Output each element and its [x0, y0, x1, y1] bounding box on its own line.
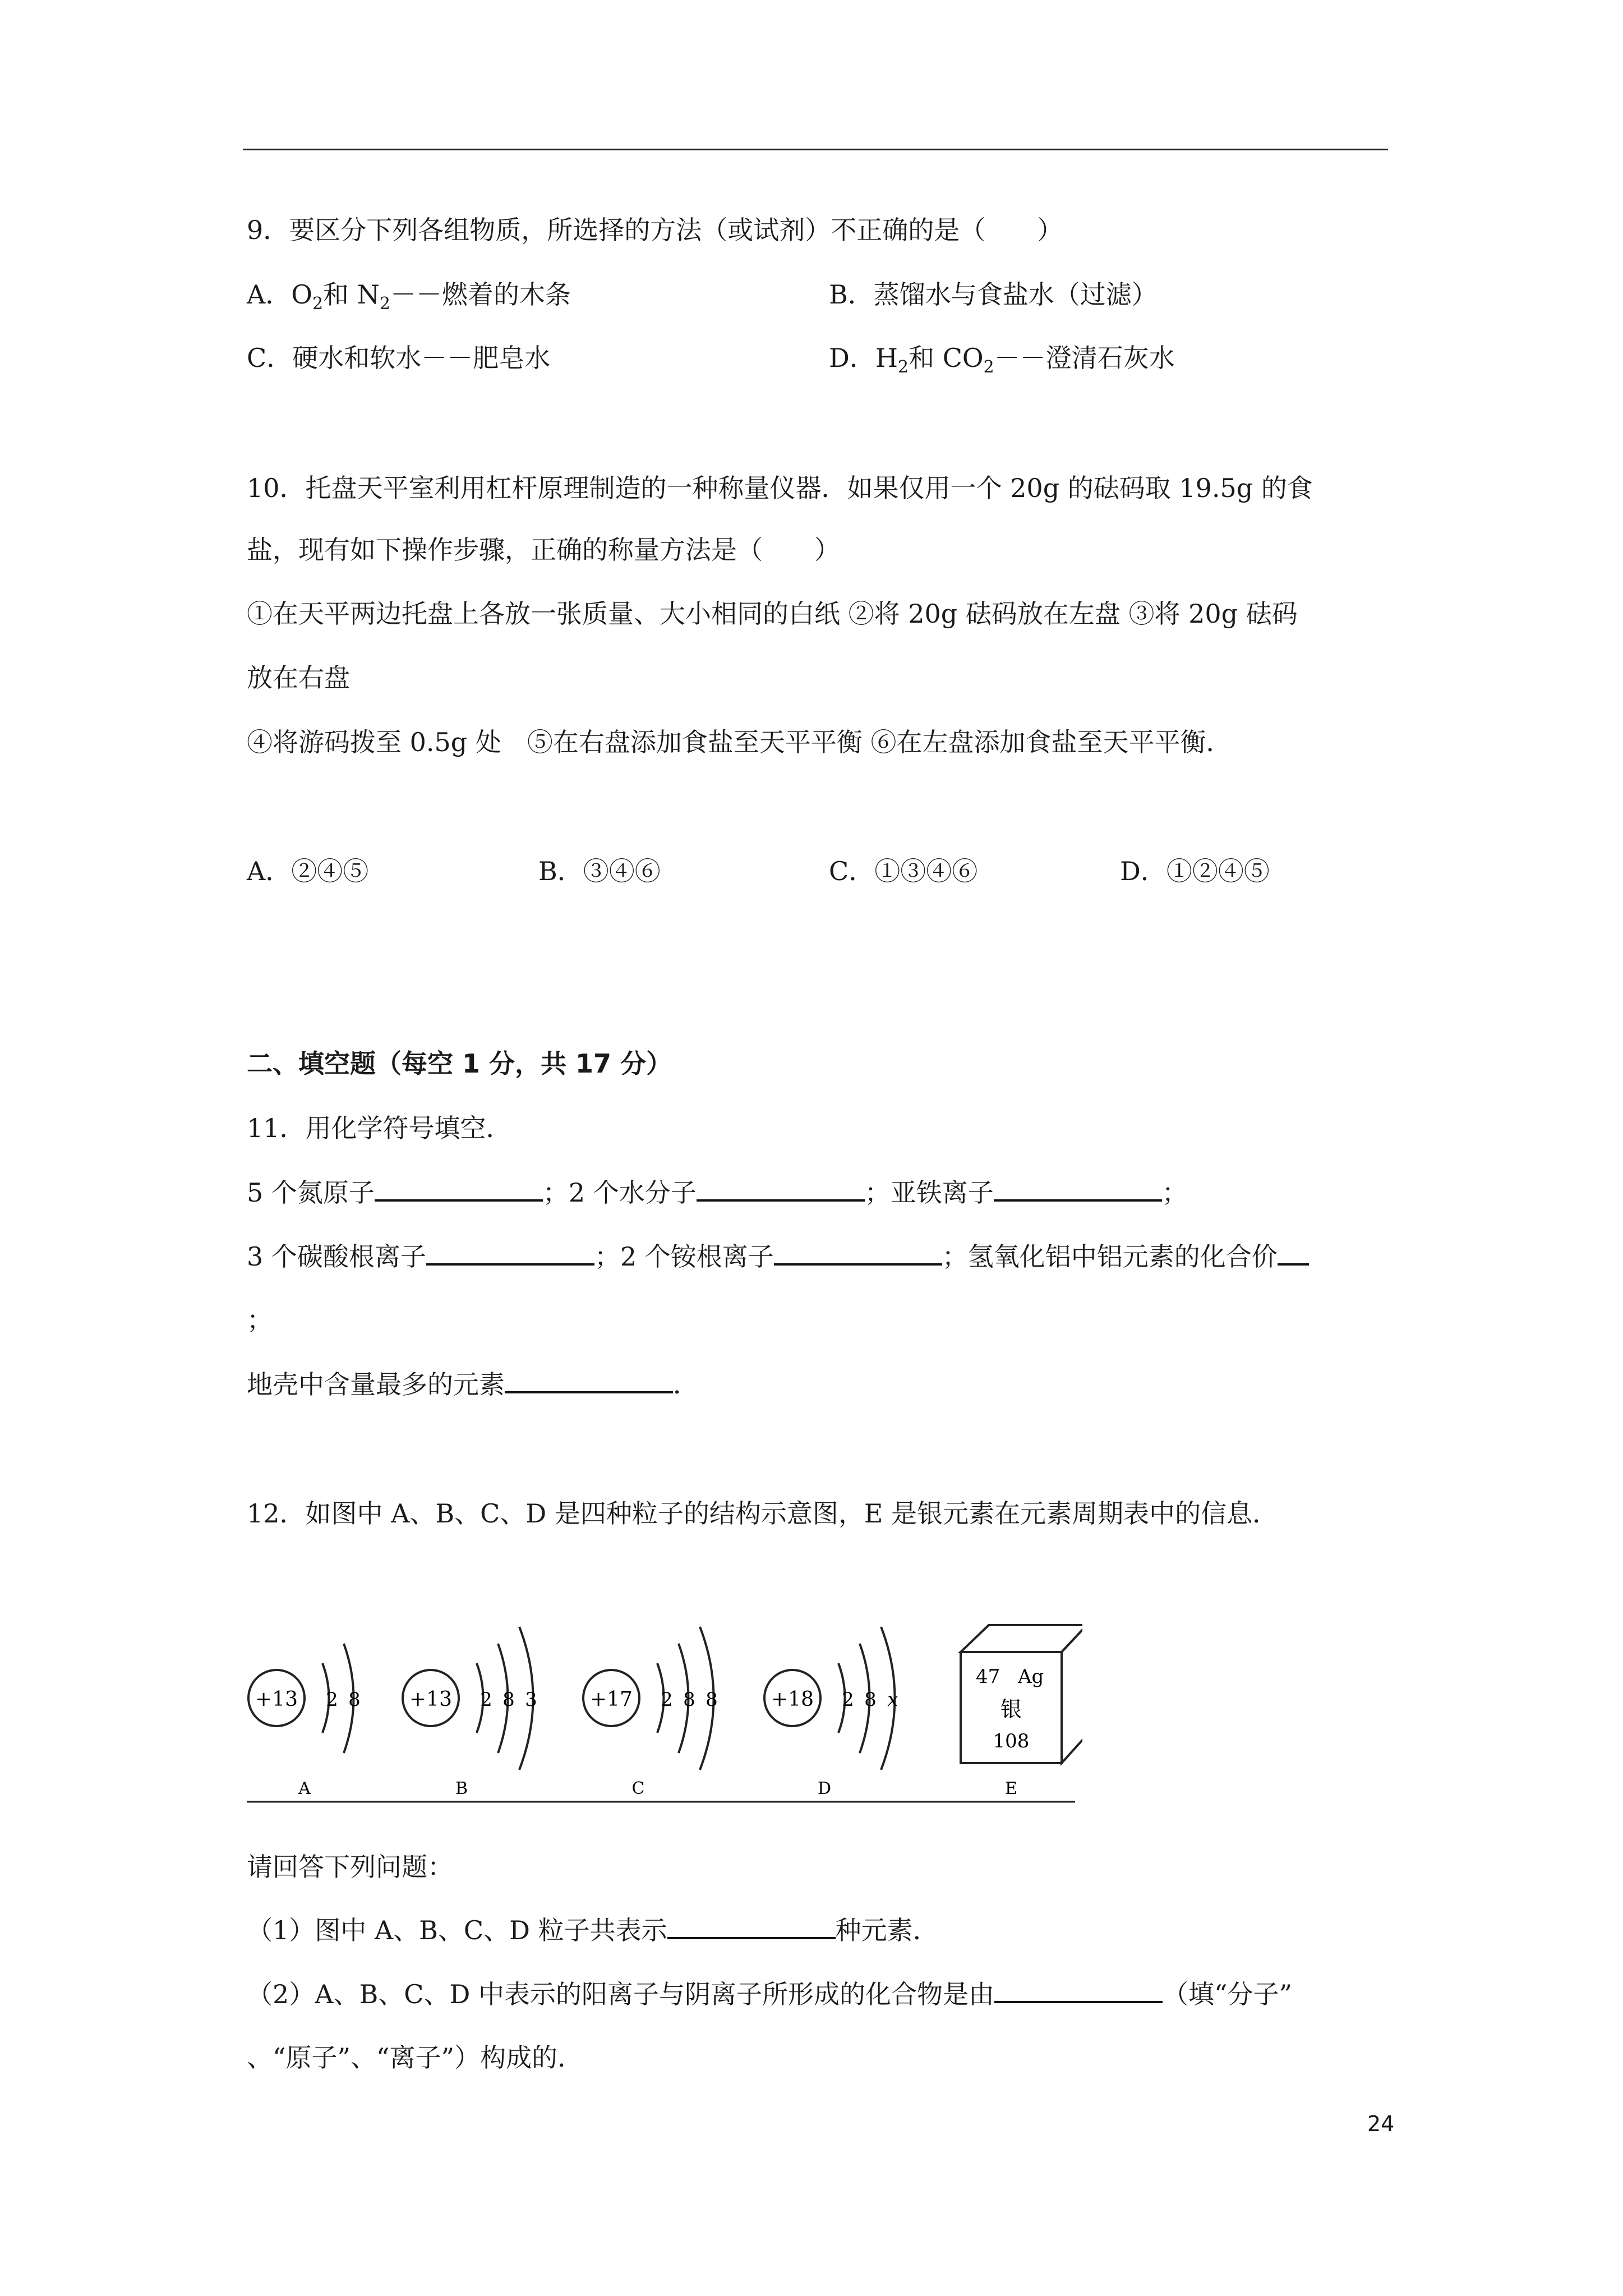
q10-line-4: 放在右盘 — [247, 662, 350, 693]
q11-row-3: 地壳中含量最多的元素 ． — [247, 1369, 699, 1400]
q11-row-1: 5 个氮原子 ；2 个水分子 ；亚铁离子 ； — [247, 1177, 1188, 1208]
q9-option-b: B．蒸馏水与食盐水（过滤） — [829, 279, 1158, 310]
shell-electrons: 2 — [661, 1688, 673, 1711]
answer-blank[interactable] — [375, 1177, 543, 1202]
q9-option-d: D．$H_2$和 $CO_2--$澄清石灰水 — [829, 343, 1175, 378]
nucleus-charge-a: +13 — [255, 1688, 298, 1711]
particle-structure-figure — [241, 1602, 1082, 1806]
shell-electrons: 2 — [326, 1688, 338, 1711]
figure-label-d: D — [817, 1779, 832, 1798]
q10-line-5: ④将游码拨至 0.5g 处 ⑤在右盘添加食盐至天平平衡 ⑥在左盘添加食盐至天平平衡． — [247, 727, 1232, 757]
shell-electrons: 8 — [683, 1688, 695, 1711]
page-number: 24 — [1367, 2111, 1395, 2136]
nucleus-charge-c: +17 — [590, 1688, 633, 1711]
q10-option-b: B．③④⑥ — [538, 856, 661, 886]
answer-blank[interactable] — [774, 1241, 942, 1266]
atom-diagram-d — [764, 1627, 898, 1798]
q12-prompt: 请回答下列问题： — [247, 1852, 453, 1882]
q10-line-1: 10．托盘天平室利用杠杆原理制造的一种称量仪器．如果仅用一个 20g 的砝码取 19.5g 的食 — [247, 473, 1313, 503]
answer-blank[interactable] — [426, 1241, 594, 1266]
q12-sub-2-cont: 、“原子”、“离子”）构成的． — [247, 2042, 584, 2073]
element-name: 银 — [1000, 1697, 1022, 1722]
figure-label-e: E — [1005, 1779, 1017, 1798]
q12-sub-2: （2）A、B、C、D 中表示的阳离子与阴离子所形成的化合物是由 （填“分子” — [247, 1979, 1293, 2009]
shell-electrons: 8 — [864, 1688, 877, 1711]
answer-blank[interactable] — [994, 1978, 1163, 2003]
q9-option-c: C．硬水和软水－－肥皂水 — [247, 343, 551, 373]
atomic-mass: 108 — [993, 1730, 1030, 1752]
shell-electrons: 3 — [525, 1688, 537, 1711]
figure-label-c: C — [631, 1779, 645, 1798]
shell-electrons: 2 — [842, 1688, 854, 1711]
q10-line-3: ①在天平两边托盘上各放一张质量、大小相同的白纸 ②将 20g 砝码放在左盘 ③将 20g 砝码 — [247, 599, 1298, 629]
answer-blank[interactable] — [697, 1177, 865, 1202]
element-symbol: Ag — [1018, 1665, 1044, 1688]
q12-stem: 12．如图中 A、B、C、D 是四种粒子的结构示意图，E 是银元素在元素周期表中的信息． — [247, 1498, 1279, 1529]
answer-blank[interactable] — [1278, 1241, 1309, 1266]
q11-stem: 11．用化学符号填空． — [247, 1113, 512, 1143]
q10-option-d: D．①②④⑤ — [1120, 856, 1270, 886]
shell-electrons: x — [887, 1688, 898, 1711]
section-heading: 二、填空题（每空 1 分，共 17 分） — [247, 1048, 672, 1079]
figure-label-b: B — [455, 1779, 468, 1798]
q12-sub-1: （1）图中 A、B、C、D 粒子共表示 种元素． — [247, 1915, 939, 1945]
q11-row-2-cont: ； — [247, 1305, 273, 1335]
q10-option-a: A．②④⑤ — [247, 856, 369, 886]
header-rule — [243, 149, 1388, 150]
q9-option-a: A．$O_2$和 $N_2--$燃着的木条 — [247, 279, 571, 314]
answer-blank[interactable] — [667, 1915, 836, 1939]
atom-diagram-c — [583, 1627, 718, 1798]
answer-blank[interactable] — [994, 1177, 1162, 1202]
atomic-number: 47 — [976, 1665, 1000, 1688]
q10-line-2: 盐，现有如下操作步骤，正确的称量方法是（ ） — [247, 535, 840, 565]
answer-blank[interactable] — [505, 1369, 673, 1393]
atom-diagram-a — [248, 1644, 361, 1798]
shell-electrons: 8 — [706, 1688, 718, 1711]
shell-electrons: 2 — [480, 1688, 492, 1711]
shell-electrons: 8 — [348, 1688, 361, 1711]
figure-label-a: A — [298, 1779, 311, 1798]
atom-diagram-b — [403, 1627, 537, 1798]
nucleus-charge-d: +18 — [771, 1688, 814, 1711]
q11-row-2: 3 个碳酸根离子 ；2 个铵根离子 ；氢氧化铝中铝元素的化合价 — [247, 1241, 1309, 1272]
element-cell-e — [961, 1625, 1082, 1798]
q9-stem: 9．要区分下列各组物质，所选择的方法（或试剂）不正确的是（ ） — [247, 215, 1063, 245]
q10-option-c: C．①③④⑥ — [829, 856, 978, 886]
shell-electrons: 8 — [502, 1688, 515, 1711]
nucleus-charge-b: +13 — [409, 1688, 452, 1711]
